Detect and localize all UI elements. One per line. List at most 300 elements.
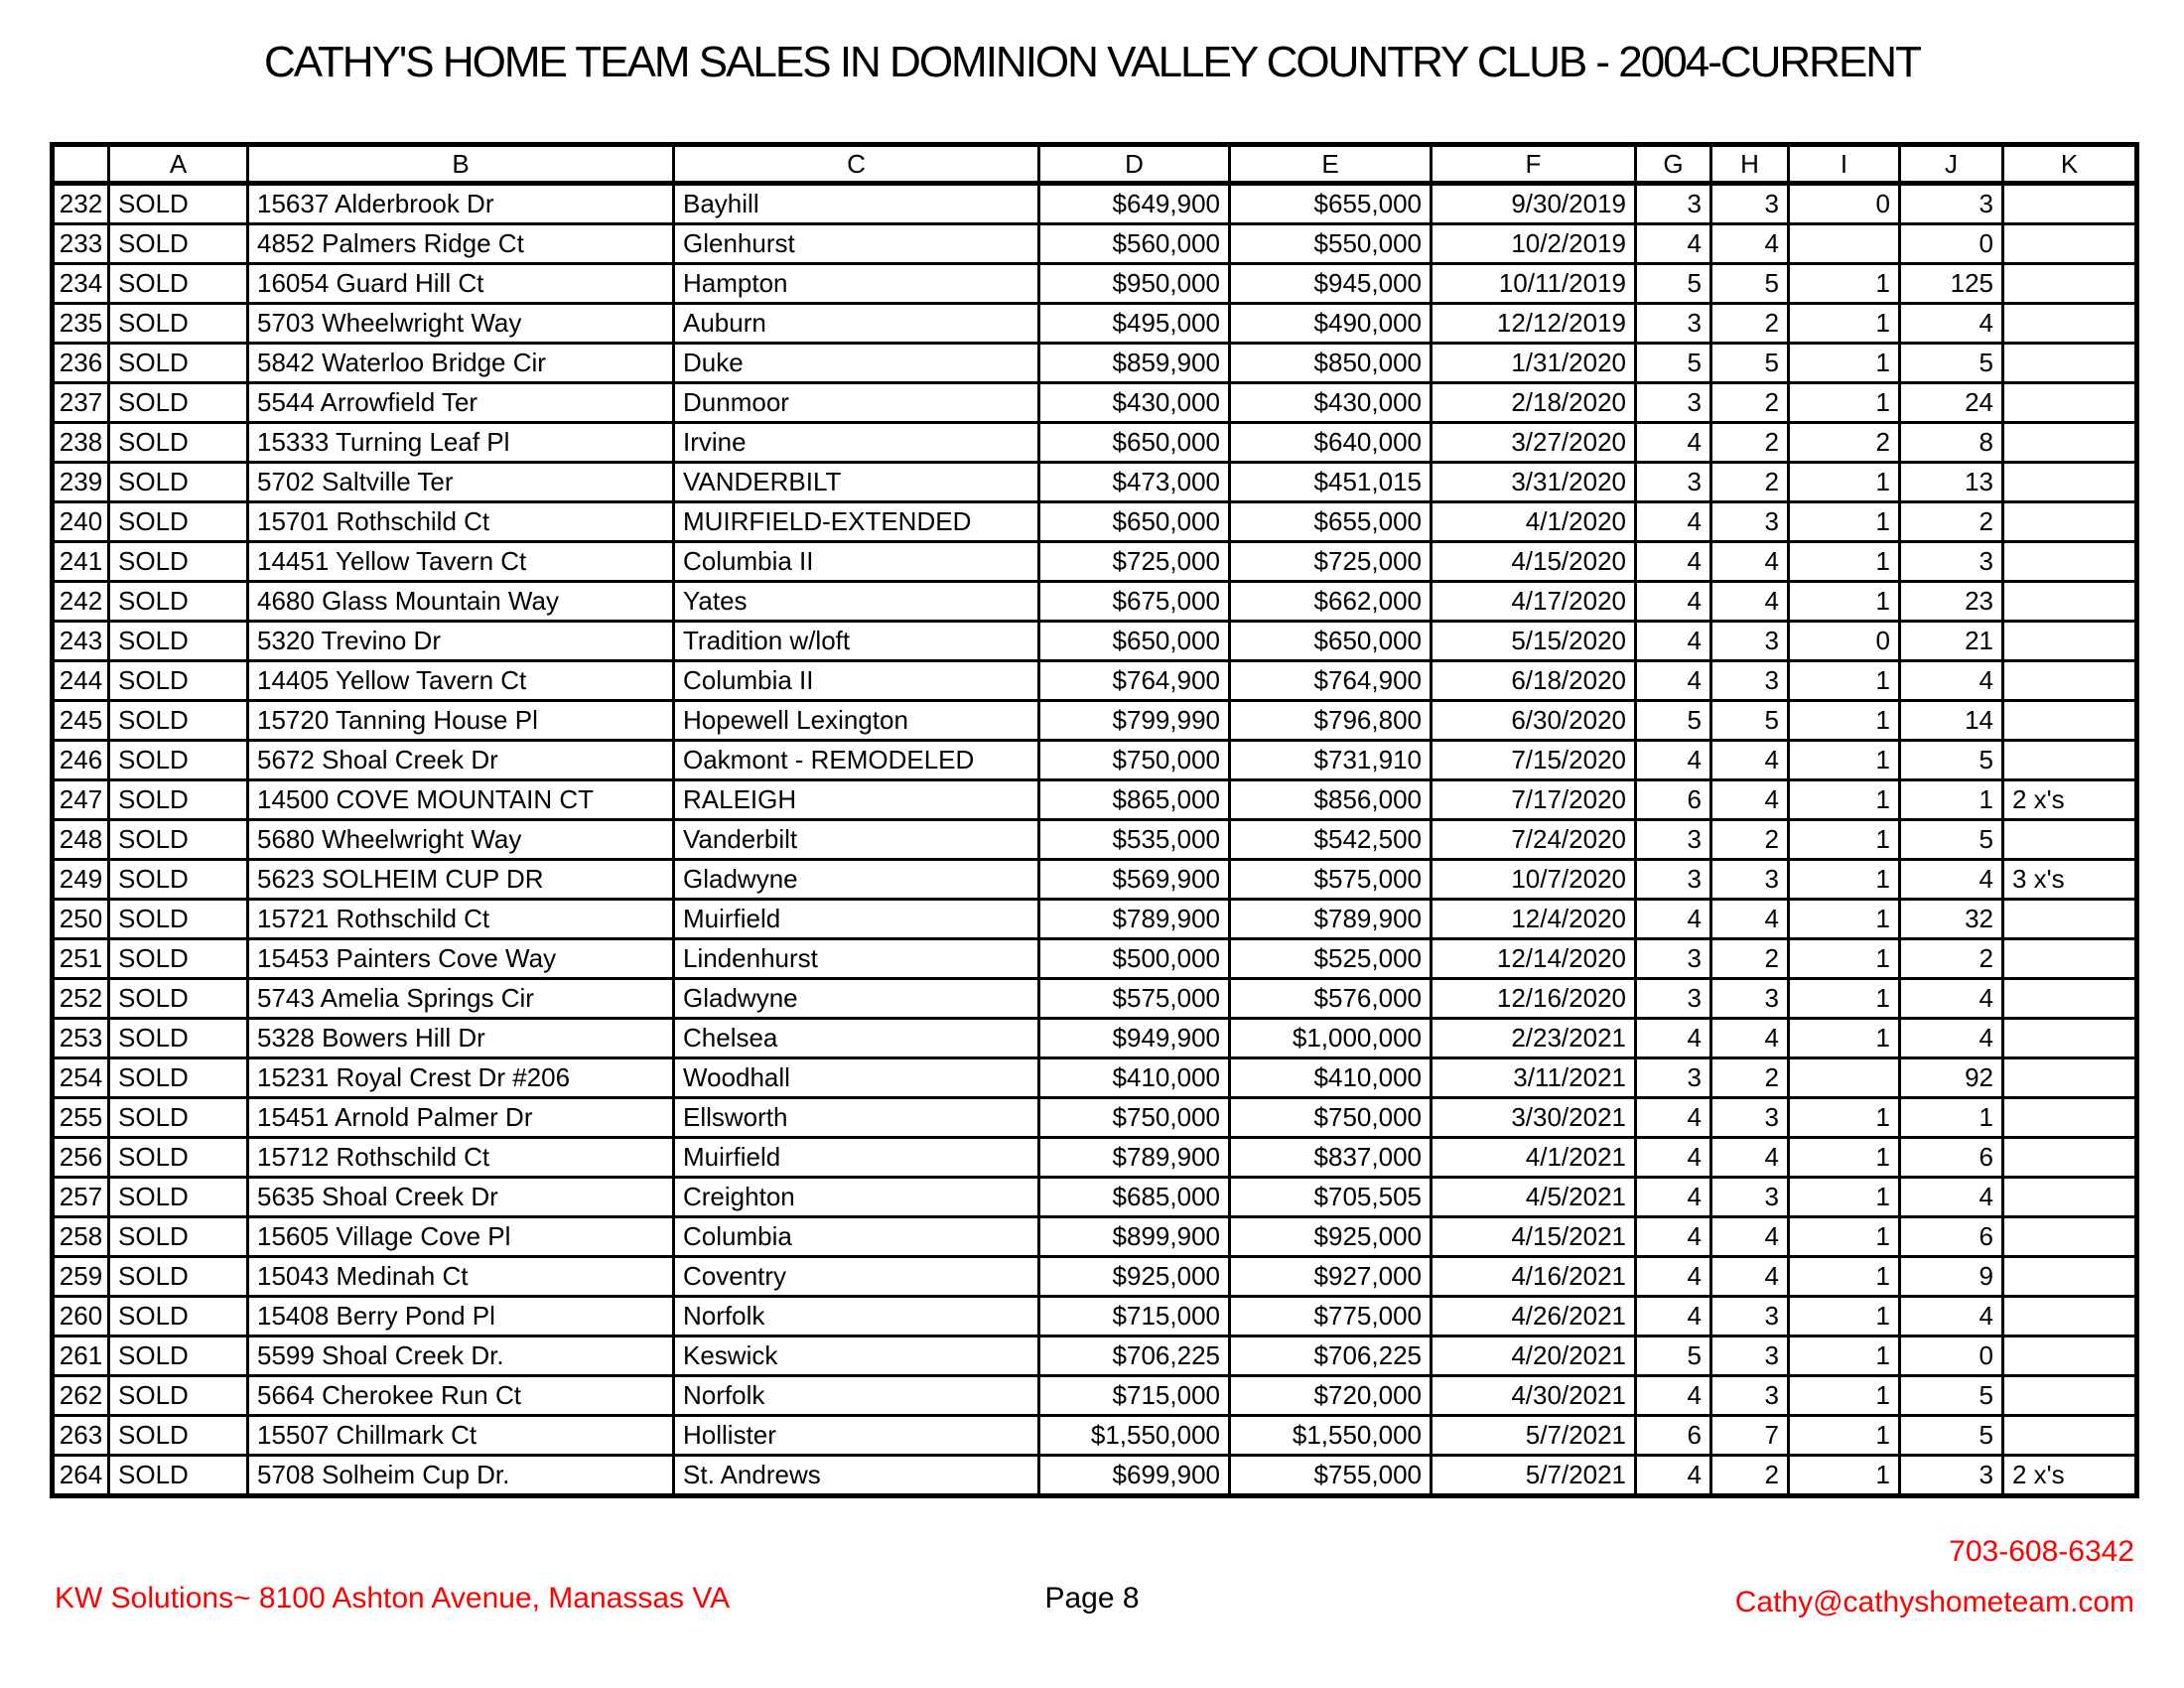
cell-B-237: 5544 Arrowfield Ter	[248, 383, 674, 423]
footer-email: Cathy@cathyshometeam.com	[1734, 1586, 2134, 1618]
cell-A-263: SOLD	[109, 1416, 248, 1456]
row-number-248: 248	[53, 820, 109, 860]
cell-A-232: SOLD	[109, 184, 248, 224]
cell-K-236	[2003, 344, 2137, 383]
table-row-251	[53, 939, 2137, 979]
table-row-254	[53, 1058, 2137, 1098]
table-row-247	[53, 780, 2137, 820]
cell-J-257: 4	[1900, 1178, 2003, 1217]
cell-K-261	[2003, 1336, 2137, 1376]
table-row-235	[53, 304, 2137, 344]
cell-K-247: 2 x's	[2003, 780, 2137, 820]
cell-F-246: 7/15/2020	[1432, 741, 1636, 780]
cell-J-260: 4	[1900, 1297, 2003, 1336]
cell-E-254: $410,000	[1230, 1058, 1432, 1098]
cell-E-246: $731,910	[1230, 741, 1432, 780]
cell-I-256: 1	[1789, 1138, 1900, 1178]
cell-H-251: 2	[1711, 939, 1789, 979]
cell-J-263: 5	[1900, 1416, 2003, 1456]
row-number-252: 252	[53, 979, 109, 1019]
cell-B-255: 15451 Arnold Palmer Dr	[248, 1098, 674, 1138]
cell-C-261: Keswick	[674, 1336, 1039, 1376]
cell-F-261: 4/20/2021	[1432, 1336, 1636, 1376]
cell-B-233: 4852 Palmers Ridge Ct	[248, 224, 674, 264]
cell-C-235: Auburn	[674, 304, 1039, 344]
cell-B-234: 16054 Guard Hill Ct	[248, 264, 674, 304]
row-number-261: 261	[53, 1336, 109, 1376]
cell-C-262: Norfolk	[674, 1376, 1039, 1416]
cell-D-263: $1,550,000	[1039, 1416, 1230, 1456]
cell-H-260: 3	[1711, 1297, 1789, 1336]
cell-K-241	[2003, 542, 2137, 582]
cell-J-254: 92	[1900, 1058, 2003, 1098]
cell-A-234: SOLD	[109, 264, 248, 304]
cell-C-240: MUIRFIELD-EXTENDED	[674, 502, 1039, 542]
cell-H-264: 2	[1711, 1456, 1789, 1496]
cell-B-246: 5672 Shoal Creek Dr	[248, 741, 674, 780]
cell-C-254: Woodhall	[674, 1058, 1039, 1098]
cell-F-245: 6/30/2020	[1432, 701, 1636, 741]
cell-I-239: 1	[1789, 463, 1900, 502]
cell-F-236: 1/31/2020	[1432, 344, 1636, 383]
cell-C-247: RALEIGH	[674, 780, 1039, 820]
row-number-254: 254	[53, 1058, 109, 1098]
cell-G-242: 4	[1636, 582, 1711, 622]
cell-D-257: $685,000	[1039, 1178, 1230, 1217]
cell-K-246	[2003, 741, 2137, 780]
cell-A-264: SOLD	[109, 1456, 248, 1496]
cell-J-250: 32	[1900, 900, 2003, 939]
cell-G-250: 4	[1636, 900, 1711, 939]
cell-G-237: 3	[1636, 383, 1711, 423]
cell-F-253: 2/23/2021	[1432, 1019, 1636, 1058]
table-row-242	[53, 582, 2137, 622]
cell-I-262: 1	[1789, 1376, 1900, 1416]
cell-G-257: 4	[1636, 1178, 1711, 1217]
cell-E-232: $655,000	[1230, 184, 1432, 224]
cell-K-253	[2003, 1019, 2137, 1058]
cell-B-245: 15720 Tanning House Pl	[248, 701, 674, 741]
cell-K-262	[2003, 1376, 2137, 1416]
cell-G-234: 5	[1636, 264, 1711, 304]
row-number-234: 234	[53, 264, 109, 304]
row-number-259: 259	[53, 1257, 109, 1297]
cell-J-240: 2	[1900, 502, 2003, 542]
row-number-256: 256	[53, 1138, 109, 1178]
cell-K-263	[2003, 1416, 2137, 1456]
cell-H-243: 3	[1711, 622, 1789, 661]
cell-J-238: 8	[1900, 423, 2003, 463]
cell-A-242: SOLD	[109, 582, 248, 622]
cell-D-243: $650,000	[1039, 622, 1230, 661]
table-row-246	[53, 741, 2137, 780]
cell-D-236: $859,900	[1039, 344, 1230, 383]
table-row-260	[53, 1297, 2137, 1336]
cell-G-258: 4	[1636, 1217, 1711, 1257]
cell-D-239: $473,000	[1039, 463, 1230, 502]
table-row-249	[53, 860, 2137, 900]
cell-F-256: 4/1/2021	[1432, 1138, 1636, 1178]
cell-E-240: $655,000	[1230, 502, 1432, 542]
cell-B-251: 15453 Painters Cove Way	[248, 939, 674, 979]
cell-J-246: 5	[1900, 741, 2003, 780]
cell-K-234	[2003, 264, 2137, 304]
cell-H-242: 4	[1711, 582, 1789, 622]
row-number-239: 239	[53, 463, 109, 502]
cell-H-232: 3	[1711, 184, 1789, 224]
cell-I-254	[1789, 1058, 1900, 1098]
cell-F-262: 4/30/2021	[1432, 1376, 1636, 1416]
cell-I-257: 1	[1789, 1178, 1900, 1217]
cell-A-254: SOLD	[109, 1058, 248, 1098]
cell-B-239: 5702 Saltville Ter	[248, 463, 674, 502]
cell-F-247: 7/17/2020	[1432, 780, 1636, 820]
table-row-237	[53, 383, 2137, 423]
cell-E-241: $725,000	[1230, 542, 1432, 582]
table-row-238	[53, 423, 2137, 463]
cell-F-235: 12/12/2019	[1432, 304, 1636, 344]
cell-D-253: $949,900	[1039, 1019, 1230, 1058]
cell-B-238: 15333 Turning Leaf Pl	[248, 423, 674, 463]
cell-C-252: Gladwyne	[674, 979, 1039, 1019]
cell-I-252: 1	[1789, 979, 1900, 1019]
row-number-264: 264	[53, 1456, 109, 1496]
cell-C-259: Coventry	[674, 1257, 1039, 1297]
row-number-237: 237	[53, 383, 109, 423]
cell-F-233: 10/2/2019	[1432, 224, 1636, 264]
cell-H-235: 2	[1711, 304, 1789, 344]
cell-H-245: 5	[1711, 701, 1789, 741]
column-header-F: F	[1432, 145, 1636, 184]
table-row-264	[53, 1456, 2137, 1496]
footer-brokerage-address: KW Solutions~ 8100 Ashton Avenue, Manassas VA	[55, 1582, 731, 1615]
cell-C-253: Chelsea	[674, 1019, 1039, 1058]
cell-H-262: 3	[1711, 1376, 1789, 1416]
cell-A-248: SOLD	[109, 820, 248, 860]
cell-B-256: 15712 Rothschild Ct	[248, 1138, 674, 1178]
cell-E-255: $750,000	[1230, 1098, 1432, 1138]
cell-K-243	[2003, 622, 2137, 661]
table-row-261	[53, 1336, 2137, 1376]
cell-B-260: 15408 Berry Pond Pl	[248, 1297, 674, 1336]
cell-C-249: Gladwyne	[674, 860, 1039, 900]
cell-G-238: 4	[1636, 423, 1711, 463]
cell-G-248: 3	[1636, 820, 1711, 860]
cell-K-248	[2003, 820, 2137, 860]
cell-C-245: Hopewell Lexington	[674, 701, 1039, 741]
cell-A-255: SOLD	[109, 1098, 248, 1138]
cell-J-245: 14	[1900, 701, 2003, 741]
cell-E-253: $1,000,000	[1230, 1019, 1432, 1058]
cell-B-259: 15043 Medinah Ct	[248, 1257, 674, 1297]
cell-K-242	[2003, 582, 2137, 622]
cell-B-263: 15507 Chillmark Ct	[248, 1416, 674, 1456]
cell-A-251: SOLD	[109, 939, 248, 979]
cell-A-245: SOLD	[109, 701, 248, 741]
cell-G-252: 3	[1636, 979, 1711, 1019]
cell-I-248: 1	[1789, 820, 1900, 860]
row-number-244: 244	[53, 661, 109, 701]
cell-C-255: Ellsworth	[674, 1098, 1039, 1138]
cell-D-254: $410,000	[1039, 1058, 1230, 1098]
cell-A-236: SOLD	[109, 344, 248, 383]
cell-B-258: 15605 Village Cove Pl	[248, 1217, 674, 1257]
row-number-247: 247	[53, 780, 109, 820]
cell-B-235: 5703 Wheelwright Way	[248, 304, 674, 344]
cell-G-260: 4	[1636, 1297, 1711, 1336]
cell-C-251: Lindenhurst	[674, 939, 1039, 979]
column-header-G: G	[1636, 145, 1711, 184]
cell-I-243: 0	[1789, 622, 1900, 661]
cell-I-241: 1	[1789, 542, 1900, 582]
footer-page-number: Page 8	[1044, 1582, 1140, 1615]
cell-G-256: 4	[1636, 1138, 1711, 1178]
cell-G-243: 4	[1636, 622, 1711, 661]
row-number-238: 238	[53, 423, 109, 463]
cell-H-246: 4	[1711, 741, 1789, 780]
cell-F-240: 4/1/2020	[1432, 502, 1636, 542]
cell-B-248: 5680 Wheelwright Way	[248, 820, 674, 860]
cell-F-241: 4/15/2020	[1432, 542, 1636, 582]
cell-B-261: 5599 Shoal Creek Dr.	[248, 1336, 674, 1376]
cell-H-249: 3	[1711, 860, 1789, 900]
table-body	[53, 184, 2137, 1496]
cell-F-254: 3/11/2021	[1432, 1058, 1636, 1098]
cell-A-250: SOLD	[109, 900, 248, 939]
cell-F-243: 5/15/2020	[1432, 622, 1636, 661]
cell-H-258: 4	[1711, 1217, 1789, 1257]
cell-F-234: 10/11/2019	[1432, 264, 1636, 304]
cell-J-244: 4	[1900, 661, 2003, 701]
cell-H-247: 4	[1711, 780, 1789, 820]
cell-K-244	[2003, 661, 2137, 701]
cell-J-248: 5	[1900, 820, 2003, 860]
cell-E-257: $705,505	[1230, 1178, 1432, 1217]
cell-C-260: Norfolk	[674, 1297, 1039, 1336]
cell-F-232: 9/30/2019	[1432, 184, 1636, 224]
table-row-259	[53, 1257, 2137, 1297]
cell-C-234: Hampton	[674, 264, 1039, 304]
cell-J-233: 0	[1900, 224, 2003, 264]
cell-D-256: $789,900	[1039, 1138, 1230, 1178]
cell-A-244: SOLD	[109, 661, 248, 701]
cell-E-244: $764,900	[1230, 661, 1432, 701]
row-number-253: 253	[53, 1019, 109, 1058]
table-row-252	[53, 979, 2137, 1019]
row-number-232: 232	[53, 184, 109, 224]
cell-A-252: SOLD	[109, 979, 248, 1019]
table-row-233	[53, 224, 2137, 264]
cell-I-236: 1	[1789, 344, 1900, 383]
cell-K-259	[2003, 1257, 2137, 1297]
cell-H-259: 4	[1711, 1257, 1789, 1297]
cell-E-235: $490,000	[1230, 304, 1432, 344]
cell-A-256: SOLD	[109, 1138, 248, 1178]
cell-I-249: 1	[1789, 860, 1900, 900]
cell-C-243: Tradition w/loft	[674, 622, 1039, 661]
cell-B-257: 5635 Shoal Creek Dr	[248, 1178, 674, 1217]
cell-E-234: $945,000	[1230, 264, 1432, 304]
cell-E-243: $650,000	[1230, 622, 1432, 661]
cell-A-261: SOLD	[109, 1336, 248, 1376]
cell-C-244: Columbia II	[674, 661, 1039, 701]
row-number-236: 236	[53, 344, 109, 383]
cell-J-241: 3	[1900, 542, 2003, 582]
cell-D-238: $650,000	[1039, 423, 1230, 463]
cell-A-258: SOLD	[109, 1217, 248, 1257]
cell-J-235: 4	[1900, 304, 2003, 344]
row-number-255: 255	[53, 1098, 109, 1138]
cell-K-237	[2003, 383, 2137, 423]
cell-I-251: 1	[1789, 939, 1900, 979]
cell-C-239: VANDERBILT	[674, 463, 1039, 502]
cell-B-252: 5743 Amelia Springs Cir	[248, 979, 674, 1019]
cell-K-260	[2003, 1297, 2137, 1336]
cell-F-239: 3/31/2020	[1432, 463, 1636, 502]
row-number-263: 263	[53, 1416, 109, 1456]
cell-I-232: 0	[1789, 184, 1900, 224]
cell-F-264: 5/7/2021	[1432, 1456, 1636, 1496]
cell-J-236: 5	[1900, 344, 2003, 383]
cell-K-249: 3 x's	[2003, 860, 2137, 900]
cell-D-241: $725,000	[1039, 542, 1230, 582]
column-header-J: J	[1900, 145, 2003, 184]
cell-F-249: 10/7/2020	[1432, 860, 1636, 900]
cell-B-247: 14500 COVE MOUNTAIN CT	[248, 780, 674, 820]
cell-I-246: 1	[1789, 741, 1900, 780]
cell-I-244: 1	[1789, 661, 1900, 701]
row-number-260: 260	[53, 1297, 109, 1336]
cell-E-245: $796,800	[1230, 701, 1432, 741]
cell-I-250: 1	[1789, 900, 1900, 939]
cell-J-258: 6	[1900, 1217, 2003, 1257]
cell-I-238: 2	[1789, 423, 1900, 463]
cell-D-249: $569,900	[1039, 860, 1230, 900]
cell-D-248: $535,000	[1039, 820, 1230, 860]
table-row-236	[53, 344, 2137, 383]
cell-K-251	[2003, 939, 2137, 979]
cell-E-233: $550,000	[1230, 224, 1432, 264]
cell-K-245	[2003, 701, 2137, 741]
cell-C-256: Muirfield	[674, 1138, 1039, 1178]
column-header-I: I	[1789, 145, 1900, 184]
cell-I-261: 1	[1789, 1336, 1900, 1376]
cell-B-243: 5320 Trevino Dr	[248, 622, 674, 661]
cell-G-261: 5	[1636, 1336, 1711, 1376]
cell-G-255: 4	[1636, 1098, 1711, 1138]
cell-D-246: $750,000	[1039, 741, 1230, 780]
cell-E-250: $789,900	[1230, 900, 1432, 939]
table-row-262	[53, 1376, 2137, 1416]
cell-A-237: SOLD	[109, 383, 248, 423]
cell-G-259: 4	[1636, 1257, 1711, 1297]
cell-G-240: 4	[1636, 502, 1711, 542]
cell-G-246: 4	[1636, 741, 1711, 780]
cell-J-253: 4	[1900, 1019, 2003, 1058]
cell-B-241: 14451 Yellow Tavern Ct	[248, 542, 674, 582]
table-row-248	[53, 820, 2137, 860]
cell-J-237: 24	[1900, 383, 2003, 423]
cell-E-262: $720,000	[1230, 1376, 1432, 1416]
table-row-241	[53, 542, 2137, 582]
cell-F-238: 3/27/2020	[1432, 423, 1636, 463]
cell-A-233: SOLD	[109, 224, 248, 264]
table-row-258	[53, 1217, 2137, 1257]
column-header-D: D	[1039, 145, 1230, 184]
cell-D-234: $950,000	[1039, 264, 1230, 304]
cell-G-247: 6	[1636, 780, 1711, 820]
cell-D-251: $500,000	[1039, 939, 1230, 979]
cell-G-263: 6	[1636, 1416, 1711, 1456]
cell-J-259: 9	[1900, 1257, 2003, 1297]
cell-K-238	[2003, 423, 2137, 463]
cell-F-258: 4/15/2021	[1432, 1217, 1636, 1257]
cell-K-264: 2 x's	[2003, 1456, 2137, 1496]
cell-H-233: 4	[1711, 224, 1789, 264]
cell-J-239: 13	[1900, 463, 2003, 502]
cell-G-239: 3	[1636, 463, 1711, 502]
cell-G-249: 3	[1636, 860, 1711, 900]
cell-B-262: 5664 Cherokee Run Ct	[248, 1376, 674, 1416]
cell-A-243: SOLD	[109, 622, 248, 661]
cell-A-260: SOLD	[109, 1297, 248, 1336]
cell-J-232: 3	[1900, 184, 2003, 224]
cell-B-240: 15701 Rothschild Ct	[248, 502, 674, 542]
cell-D-244: $764,900	[1039, 661, 1230, 701]
cell-A-259: SOLD	[109, 1257, 248, 1297]
cell-F-260: 4/26/2021	[1432, 1297, 1636, 1336]
cell-E-249: $575,000	[1230, 860, 1432, 900]
page-title: CATHY'S HOME TEAM SALES IN DOMINION VALLEY COUNTRY CLUB - 2004-CURRENT	[264, 38, 1920, 86]
cell-K-250	[2003, 900, 2137, 939]
cell-H-234: 5	[1711, 264, 1789, 304]
cell-A-247: SOLD	[109, 780, 248, 820]
sales-table	[50, 142, 2139, 1498]
cell-C-242: Yates	[674, 582, 1039, 622]
cell-I-242: 1	[1789, 582, 1900, 622]
cell-H-250: 4	[1711, 900, 1789, 939]
cell-A-238: SOLD	[109, 423, 248, 463]
cell-F-252: 12/16/2020	[1432, 979, 1636, 1019]
cell-I-234: 1	[1789, 264, 1900, 304]
cell-C-258: Columbia	[674, 1217, 1039, 1257]
cell-D-242: $675,000	[1039, 582, 1230, 622]
row-number-235: 235	[53, 304, 109, 344]
cell-H-253: 4	[1711, 1019, 1789, 1058]
column-header-B: B	[248, 145, 674, 184]
cell-A-257: SOLD	[109, 1178, 248, 1217]
row-number-262: 262	[53, 1376, 109, 1416]
cell-I-255: 1	[1789, 1098, 1900, 1138]
cell-D-261: $706,225	[1039, 1336, 1230, 1376]
cell-E-251: $525,000	[1230, 939, 1432, 979]
cell-H-238: 2	[1711, 423, 1789, 463]
cell-J-242: 23	[1900, 582, 2003, 622]
cell-D-259: $925,000	[1039, 1257, 1230, 1297]
cell-J-256: 6	[1900, 1138, 2003, 1178]
table-row-232	[53, 184, 2137, 224]
cell-F-244: 6/18/2020	[1432, 661, 1636, 701]
cell-F-242: 4/17/2020	[1432, 582, 1636, 622]
cell-D-240: $650,000	[1039, 502, 1230, 542]
cell-J-255: 1	[1900, 1098, 2003, 1138]
cell-H-244: 3	[1711, 661, 1789, 701]
cell-I-233	[1789, 224, 1900, 264]
cell-E-236: $850,000	[1230, 344, 1432, 383]
cell-A-240: SOLD	[109, 502, 248, 542]
cell-D-250: $789,900	[1039, 900, 1230, 939]
cell-G-244: 4	[1636, 661, 1711, 701]
